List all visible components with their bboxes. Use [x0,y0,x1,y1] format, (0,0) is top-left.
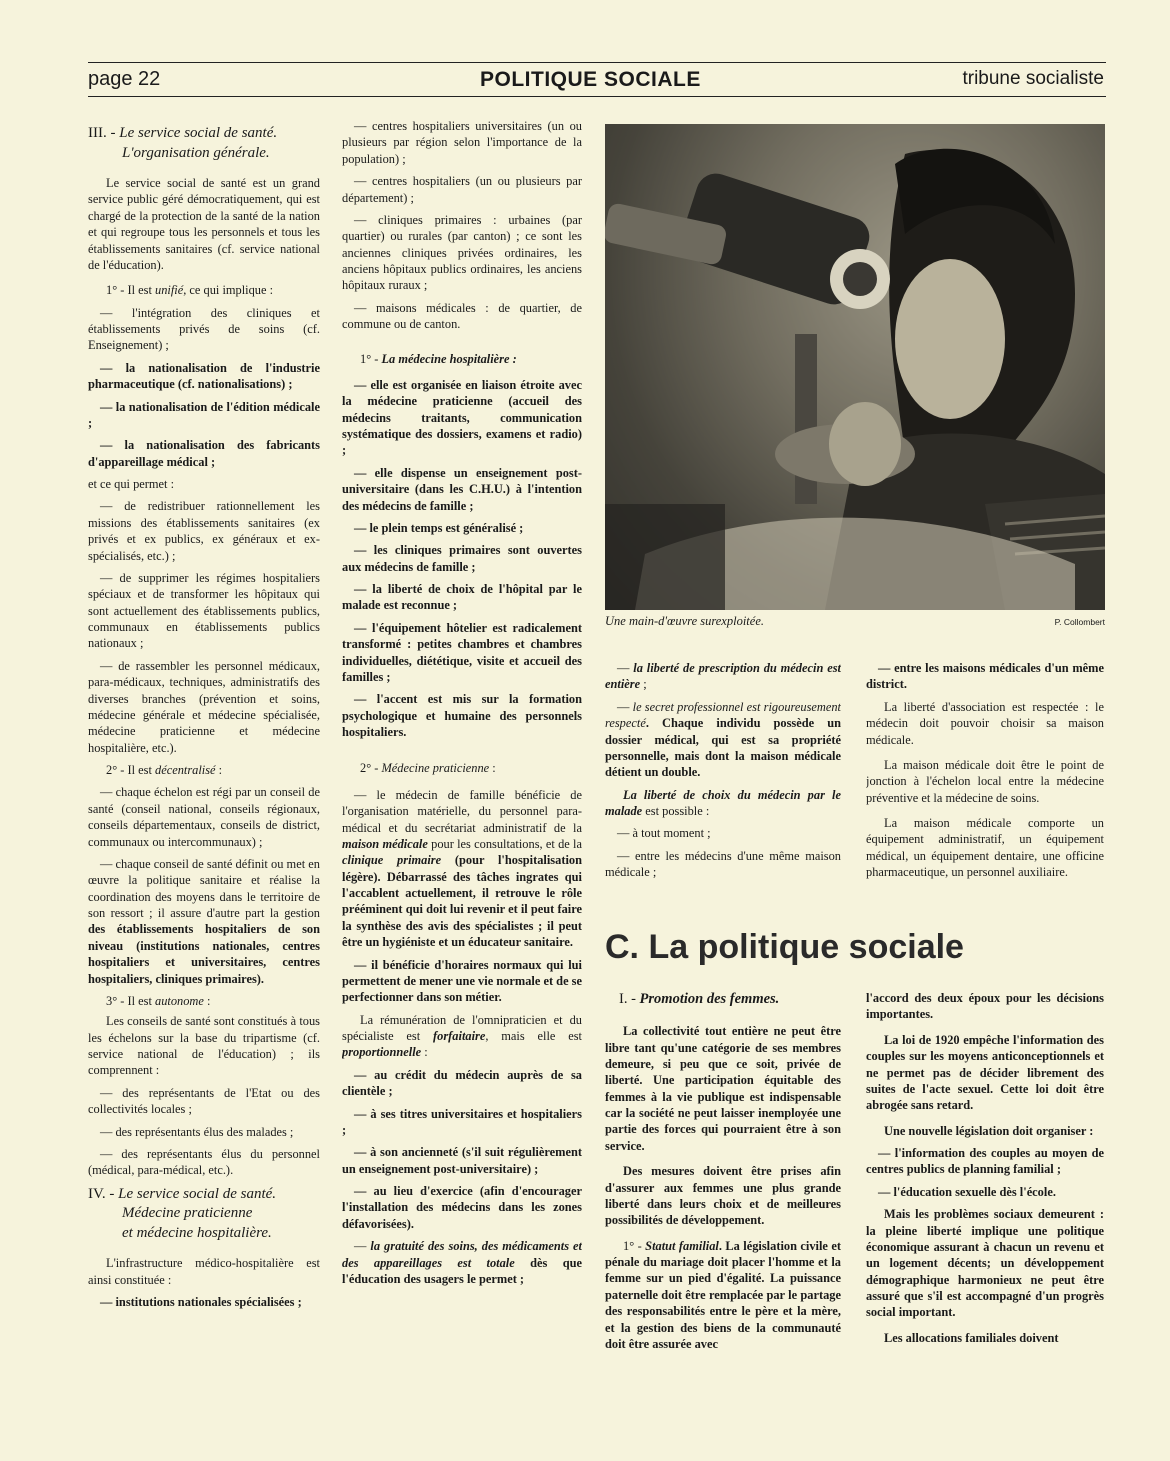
list-item: — des représentants élus du personnel (médical, para-médical, etc.). [88,1146,320,1178]
paragraph: La rémunération de l'omnipraticien et du spécialiste est forfaitaire, mais elle est proportionnelle : [342,1012,582,1060]
paragraph: La maison médicale doit être le point de jonction à l'échelon local entre la médecine préventive et la médecine de soins. [866,757,1104,805]
list-item: — à ses titres universitaires et hospitaliers ; [342,1106,582,1137]
list-item: — la liberté de choix de l'hôpital par le malade est reconnue ; [342,582,582,613]
list-item: — au crédit du médecin auprès de sa clientèle ; [342,1067,582,1099]
list-item: — elle dispense un enseignement post-universitaire (dans les C.H.U.) à l'intention des médecins de famille ; [342,465,582,513]
list-item: — le secret professionnel est rigoureusement respecté. Chaque individu possède un dossier médical, qui est sa propriété personnelle, mais dont la maison médicale détient un double. [605,699,841,780]
photo-credit: P. Collombert [1054,617,1105,627]
list-item: — entre les maisons médicales d'un même district. [866,661,1104,692]
subsection-hospital-title: 1° - La médecine hospitalière : [360,351,517,366]
list-item: — la nationalisation de l'édition médicale ; [88,399,320,430]
list-item: — chaque conseil de santé définit ou met en œuvre la politique sanitaire et réalise la coordination des moyens dans le territoire de son ressort ; il assure d'autre part la gestion des établissements hospitaliers de son niveau (institutions nationales, centres hospitaliers et universitaires, centres hospitaliers, cliniques primaires). [88,856,320,986]
list-item: — la liberté de prescription du médecin est entière ; [605,661,841,692]
paragraph: La liberté de choix du médecin par le malade est possible : [605,787,841,818]
list-item: — la nationalisation de l'industrie pharmaceutique (cf. nationalisations) ; [88,360,320,392]
list-item: — l'accent est mis sur la formation psychologique et humaine des personnels hospitaliers. [342,692,582,739]
paragraph: La liberté d'association est respectée : le médecin doit pouvoir choisir sa maison médicale. [866,699,1104,747]
paragraph: 1° - Statut familial. La législation civile et pénale du mariage doit placer l'homme et la femme sur un pied d'égalité. La puissance paternelle doit être remplacée par le partage des responsabilités entre le père et la mère, et la gestion des biens de la communauté doit être assurée avec [605,1238,841,1351]
paragraph: 1° - Il est unifié, ce qui implique : [106,283,274,298]
photo-caption: Une main-d'œuvre surexploitée. P. Collombert [605,614,1105,628]
paragraph: Les allocations familiales doivent [884,1330,1059,1345]
list-item: — le médecin de famille bénéficie de l'organisation matérielle, du personnel para-médical et du secrétariat administratif de la maison médicale pour les consultations, et de la clinique primaire (pour l'hospitalisation légère). Débarrassé des tâches ingrates qui l'accablent actuellement, il retrouve le rôle prééminent qui doit lui revenir et il peut faire la synthèse des avis des spécialistes ; il peut être un hygiéniste et un éducateur sanitaire. [342,787,582,950]
paragraph: La collectivité tout entière ne peut être libre tant qu'une catégorie de ses membres demeure, si peu que ce soit, privée de liberté. Une participation équitable des femmes à la vie publique est indispensable car la société ne peut laisser inemployée une partie des forces qui pourraient être à son service. [605,1024,841,1153]
list-item: — centres hospitaliers universitaires (un ou plusieurs par région selon l'importance de la population) ; [342,119,582,166]
section-c-heading: C. La politique sociale [605,928,964,966]
list-item: — le plein temps est généralisé ; [354,520,524,535]
list-item: — les cliniques primaires sont ouvertes aux médecins de famille ; [342,543,582,574]
section-iii-title: III. - Le service social de santé. L'organisation générale. [88,125,278,161]
column-2 [342,118,582,1388]
list-item: — l'intégration des cliniques et établissements privés de soins (cf. Enseignement) ; [88,305,320,353]
column-3b [866,660,1104,920]
list-item: — de supprimer les régimes hospitaliers spéciaux et de transformer les hôpitaux qui sont actuellement des établissements publics, communaux en établissements publics nationaux ; [88,570,320,651]
list-item: — de redistribuer rationnellement les missions des établissements sanitaires (ex privés et ex publics, ex généraux et ex-spécialisés, etc.) ; [88,499,320,563]
list-item: — de rassembler les personnel médicaux, para-médicaux, techniques, administratifs des diverses branches (prévention et soins, médecine générale et médecine spécialisée, médecine praticienne et médecine hospitalière, etc.). [88,658,320,755]
list-item: — à tout moment ; [617,826,711,841]
list-item: — chaque échelon est régi par un conseil de santé (conseil national, conseils régionaux, conseils départementaux, conseils de district, communaux ou intercommunaux) ; [88,785,320,849]
paragraph: et ce qui permet : [88,477,175,491]
list-item: — l'information des couples au moyen de centres publics de planning familial ; [866,1146,1104,1177]
photo-worker-microscope [605,124,1105,610]
list-item: — l'éducation sexuelle dès l'école. [878,1184,1056,1199]
column-3a [605,660,841,920]
list-item: — la nationalisation des fabricants d'appareillage médical ; [88,438,320,469]
paragraph: La loi de 1920 empêche l'information des couples sur les moyens anticonceptionnels et ne permet pas de décider librement des suites de l'acte sexuel. Cette loi doit être abrogée sans retard. [866,1032,1104,1113]
column-1 [88,118,320,1388]
paragraph: Une nouvelle législation doit organiser : [884,1123,1094,1138]
page-number: page 22 [88,68,161,90]
column-4b [866,990,1104,1390]
paragraph: l'accord des deux époux pour les décisions importantes. [866,991,1104,1022]
section-title: POLITIQUE SOCIALE [480,68,701,91]
list-item: — à son ancienneté (s'il suit régulièrement un enseignement post-universitaire) ; [342,1145,582,1176]
list-item: — elle est organisée en liaison étroite avec la médecine praticienne (accueil des médecins traitants, communication systématique des dossiers, examens et radio) ; [342,377,582,458]
list-item: — l'équipement hôtelier est radicalement transformé : petites chambres et chambres individuelles, diététique, visite et accueil des familles ; [342,620,582,684]
paragraph: Les conseils de santé sont constitués à tous les échelons sur la base du tripartisme (cf. service national de l'éducation) ; ils comprennent : [88,1014,320,1078]
photo-illustration [605,124,1105,610]
section-i-title: I. - Promotion des femmes. [619,991,780,1007]
paragraph: 2° - Il est décentralisé : [106,763,223,777]
list-item: — au lieu d'exercice (afin d'encourager l'installation des médecins dans les zones défavorisées). [342,1184,582,1231]
paragraph: L'infrastructure médico-hospitalière est ainsi constituée : [88,1256,320,1287]
list-item: — institutions nationales spécialisées ; [100,1294,302,1309]
list-item: — des représentants élus des malades ; [100,1124,294,1139]
paragraph: La maison médicale comporte un équipement administratif, un équipement médical, un équipement dentaire, une officine pharmaceutique, un personnel auxiliaire. [866,816,1104,880]
column-4a [605,990,841,1390]
list-item: — maisons médicales : de quartier, de commune ou de canton. [342,300,582,332]
list-item: — cliniques primaires : urbaines (par quartier) ou rurales (par canton) ; ce sont les anciennes cliniques privées ordinaires, les anciens hôpitaux publics ordinaires, les anciens hôpitaux ruraux ; [342,212,582,293]
paragraph: Le service social de santé est un grand service public géré démocratiquement, qui est chargé de la protection de la santé de la nation et qui regroupe tous les personnels et tous les établissements sanitaires (cf. service national de l'éducation). [88,176,320,272]
paragraph: Mais les problèmes sociaux demeurent : la pleine liberté implique une politique économique assurant à chacun un revenu et un logement décents; un développement démographique harmonieux ne peut être assuré que s'il est accompagné d'un progrès social important. [866,1207,1104,1320]
header-rule-top [88,62,1106,63]
list-item: — la gratuité des soins, des médicaments et des appareillages est totale dès que l'éducation des usagers le permet ; [342,1239,582,1286]
paragraph: Des mesures doivent être prises afin d'assurer aux femmes une plus grande liberté dans leurs choix et de meilleures possibilités de développement. [605,1164,841,1228]
header-rule-bottom [88,96,1106,97]
list-item: — entre les médecins d'une même maison médicale ; [605,848,841,880]
list-item: — des représentants de l'Etat ou des collectivités locales ; [88,1085,320,1117]
publication-name: tribune socialiste [962,68,1104,89]
list-item: — il bénéficie d'horaires normaux qui lui permettent de mener une vie normale et de se perfectionner dans son métier. [342,957,582,1005]
paragraph: 3° - Il est autonome : [106,993,211,1008]
list-item: — centres hospitaliers (un ou plusieurs par département) ; [342,174,582,205]
subsection-practice-title: 2° - Médecine praticienne : [360,761,496,776]
section-iv-title: IV. - Le service social de santé. Médecine praticienne et médecine hospitalière. [88,1185,277,1241]
